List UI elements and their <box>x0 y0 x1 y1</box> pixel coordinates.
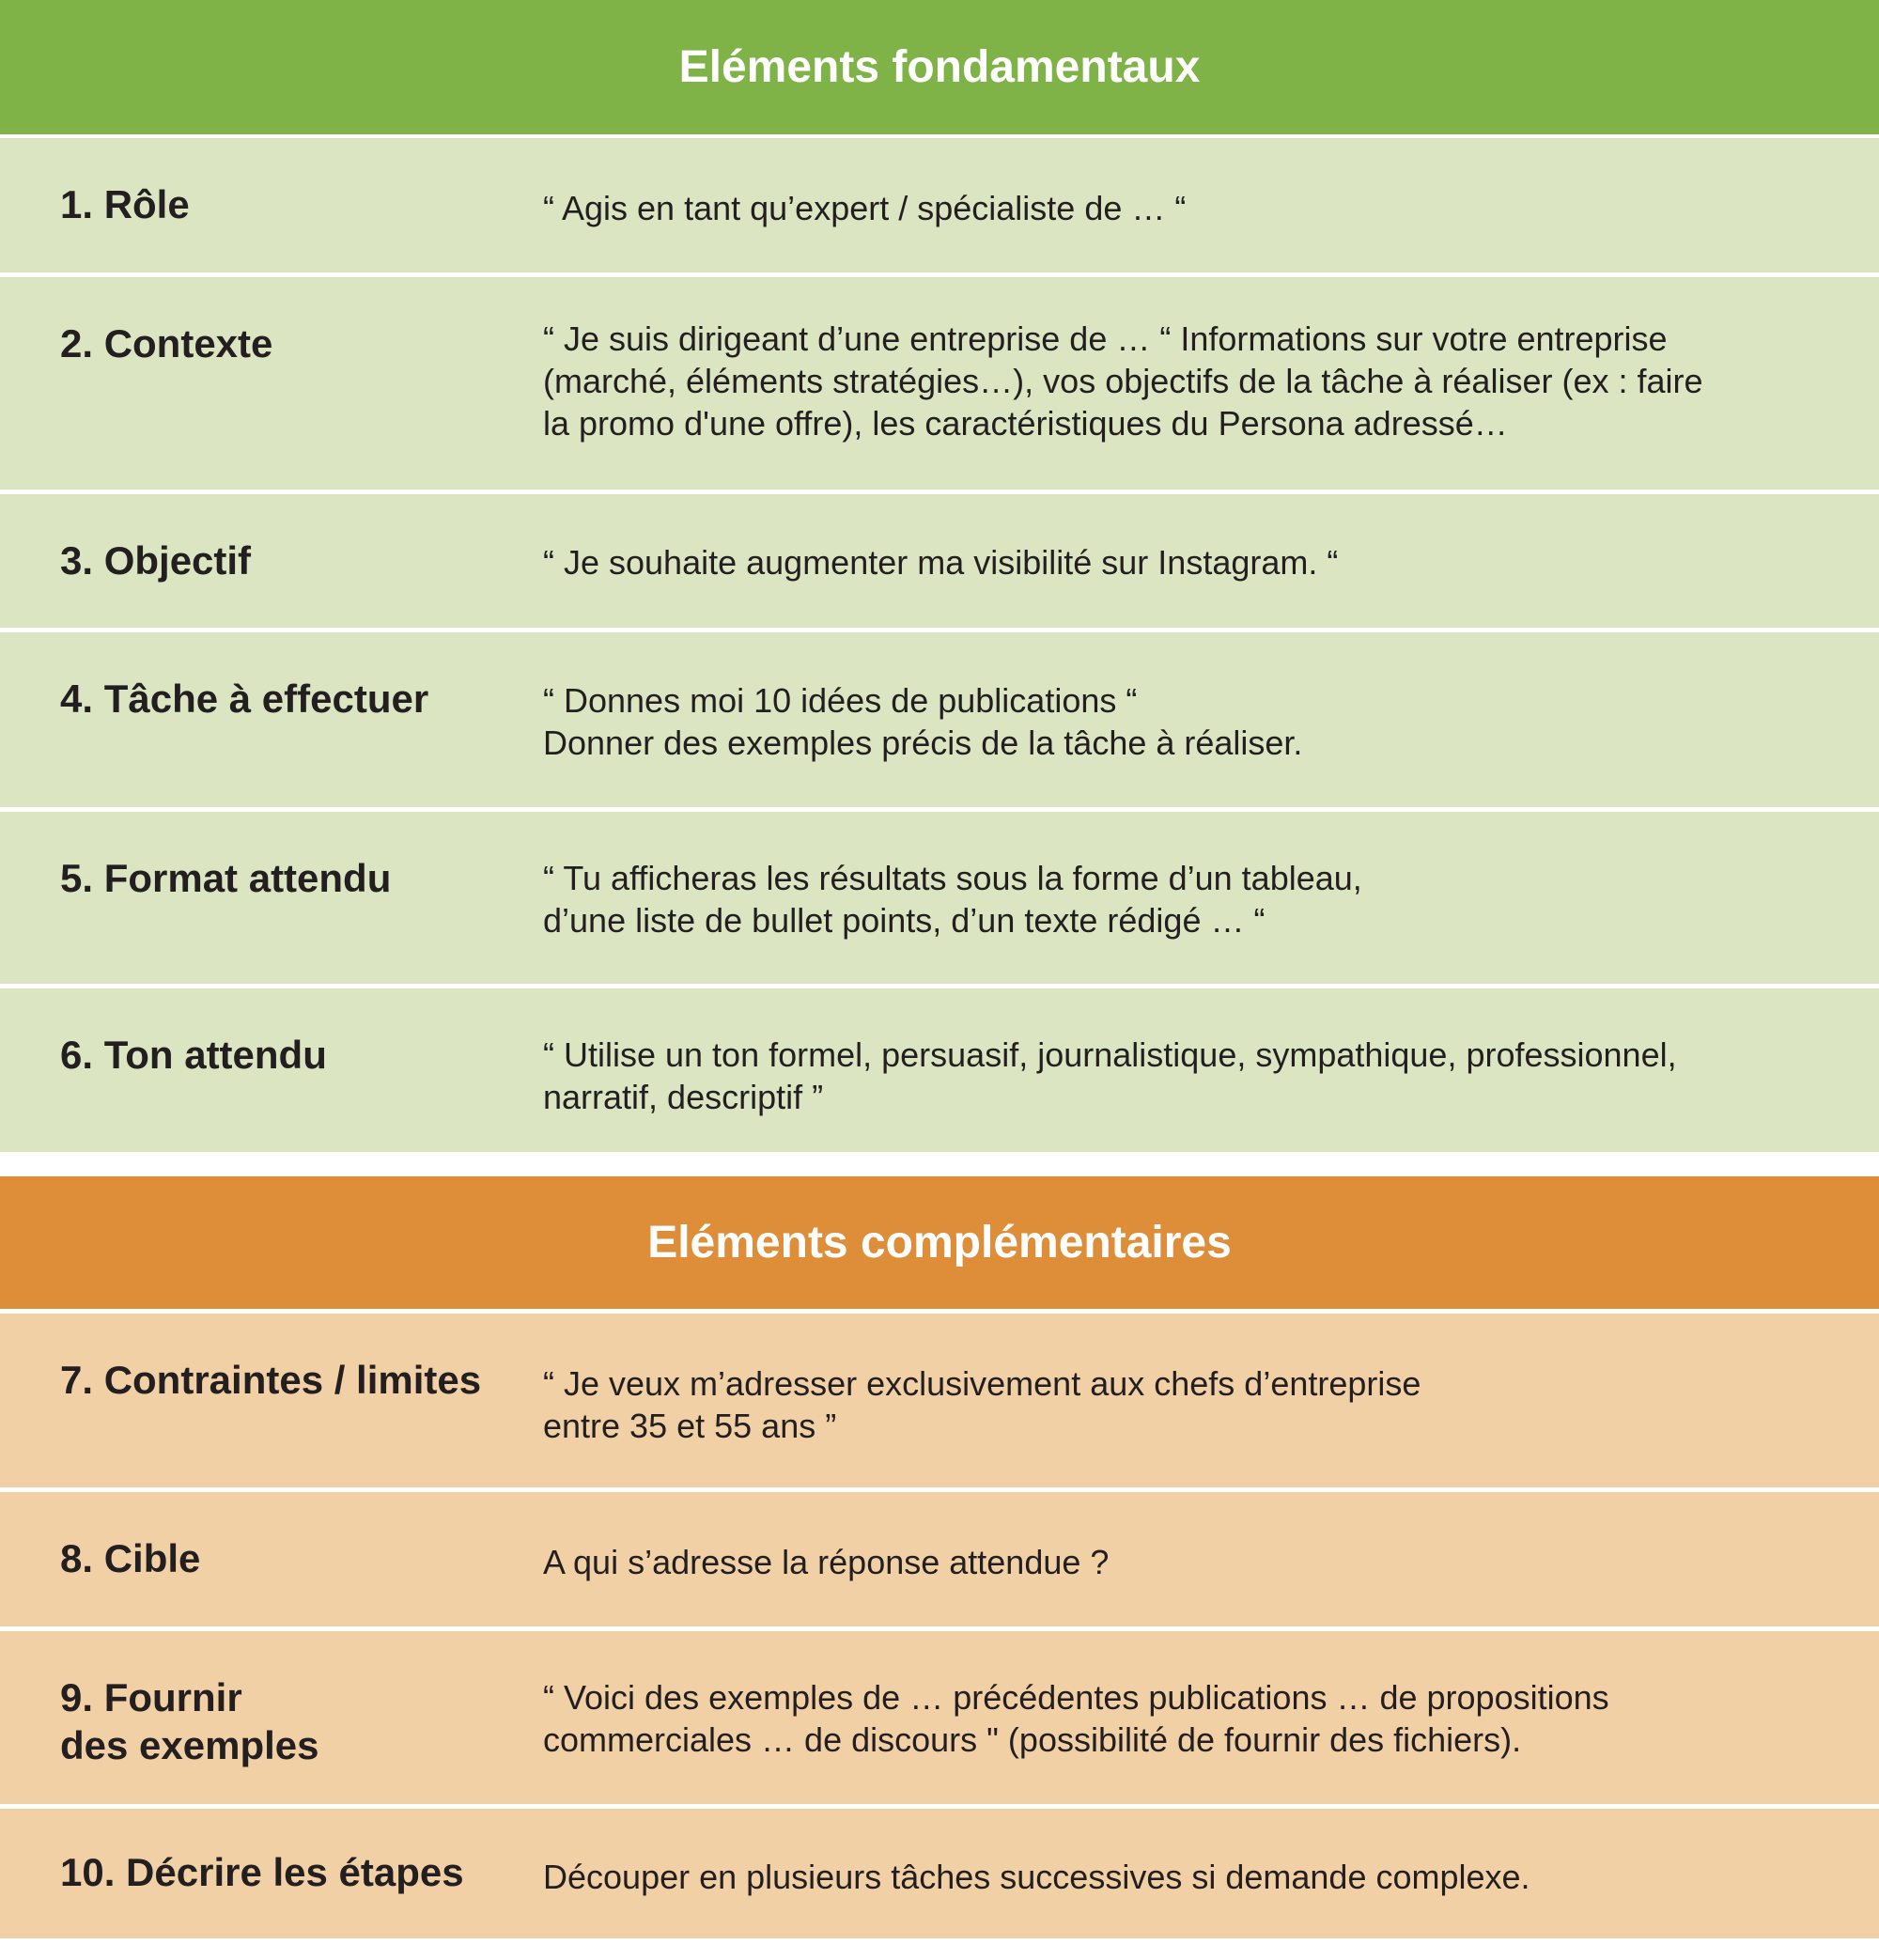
table-row <box>0 632 1879 807</box>
section-header-fondamentaux <box>0 0 1879 134</box>
row-label: 7. Contraintes / limites <box>60 1358 482 1402</box>
row-description: “ Je veux m’adresser exclusivement aux chefs d’entreprise entre 35 et 55 ans ” <box>543 1364 1421 1445</box>
row-label: 2. Contexte <box>60 321 273 366</box>
row-label: 5. Format attendu <box>60 856 392 900</box>
table-row <box>0 138 1879 272</box>
section-title: Eléments fondamentaux <box>678 42 1201 92</box>
row-label: 9. Fournir des exemples <box>60 1675 319 1767</box>
row-description: Découper en plusieurs tâches successives si demande complexe. <box>543 1858 1530 1896</box>
table-row <box>0 494 1879 628</box>
row-label: 1. Rôle <box>60 182 190 226</box>
table-row <box>0 1314 1879 1487</box>
row-label: 8. Cible <box>60 1536 201 1580</box>
row-description: “ Je suis dirigeant d’une entreprise de … “ Informations sur votre entreprise (marché, éléments stratégies…), vos objectifs de la tâche à réaliser (ex : faire la promo d'une offre), les caractéristiques du Persona adressé… <box>543 319 1703 443</box>
table-row <box>0 812 1879 984</box>
row-description: “ Je souhaite augmenter ma visibilité sur Instagram. “ <box>543 543 1339 582</box>
row-description: “ Voici des exemples de … précédentes publications … de propositions commerciales … de discours " (possibilité de fournir des fichiers). <box>543 1678 1609 1759</box>
row-description: “ Agis en tant qu’expert / spécialiste de … “ <box>543 189 1187 227</box>
table-row <box>0 988 1879 1152</box>
row-label: 6. Ton attendu <box>60 1033 327 1077</box>
row-description: “ Donnes moi 10 idées de publications “ Donner des exemples précis de la tâche à réaliser. <box>543 681 1303 762</box>
row-label: 10. Décrire les étapes <box>60 1850 464 1894</box>
row-description: “ Utilise un ton formel, persuasif, journalistique, sympathique, professionnel, narratif, descriptif ” <box>543 1035 1677 1116</box>
row-label: 4. Tâche à effectuer <box>60 677 429 721</box>
row-description: “ Tu afficheras les résultats sous la forme d’un tableau, d’une liste de bullet points, d’un texte rédigé … “ <box>543 859 1362 940</box>
table-row <box>0 277 1879 490</box>
row-label: 3. Objectif <box>60 538 252 583</box>
section-title: Eléments complémentaires <box>647 1218 1232 1268</box>
table-row <box>0 1631 1879 1804</box>
table-row <box>0 1809 1879 1938</box>
row-description: A qui s’adresse la réponse attendue ? <box>543 1543 1110 1581</box>
section-header-complementaires <box>0 1176 1879 1309</box>
table-row <box>0 1492 1879 1626</box>
